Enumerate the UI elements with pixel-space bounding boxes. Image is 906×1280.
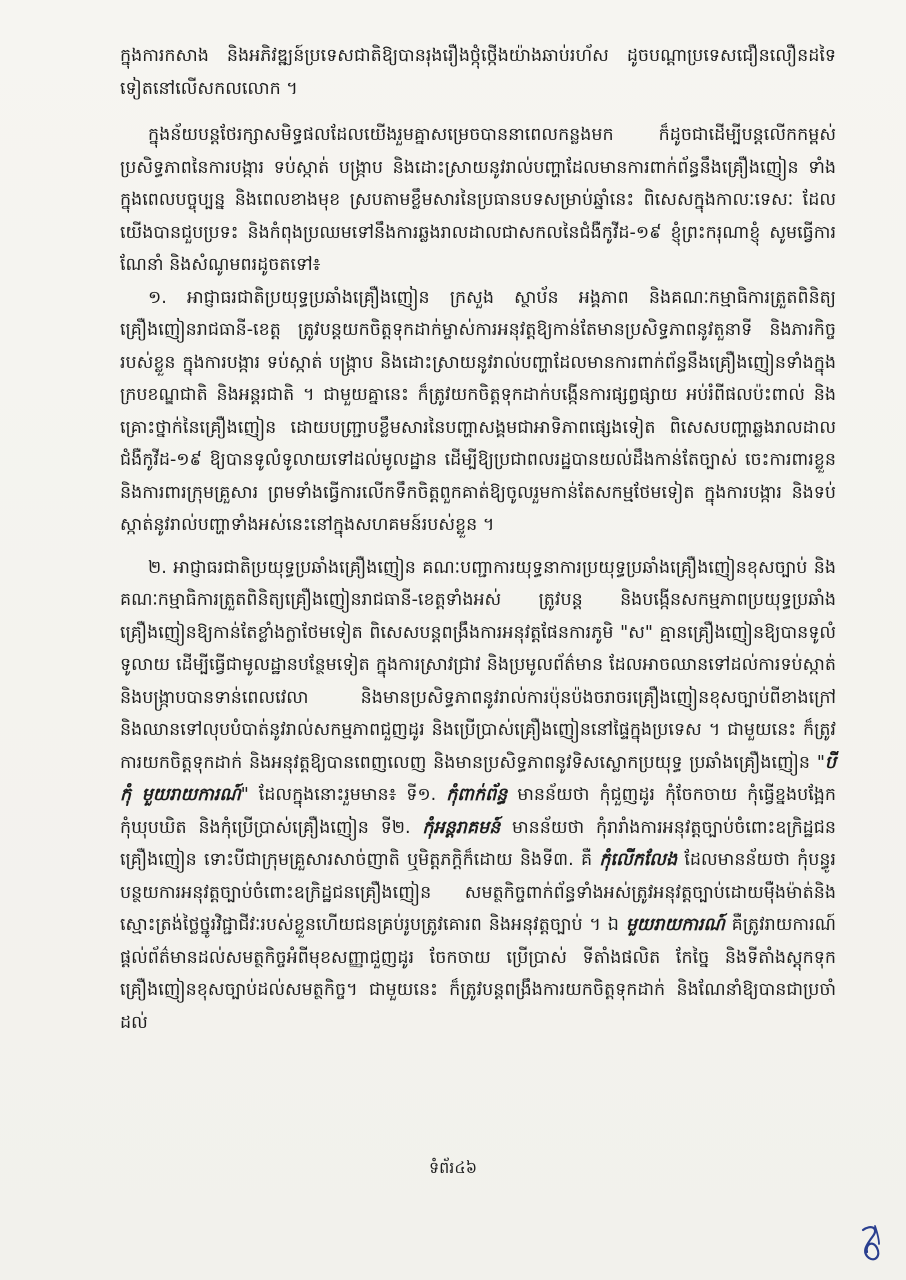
paragraph-continuation: ក្នុងការកសាង និងអភិវឌ្ឍន៍ប្រទេសជាតិឱ្យបានរុងរឿងថ្កុំថ្កើងយ៉ាងឆាប់រហ័ស ដូចបណ្តាប្រទេសជឿនលឿនដទៃទៀតនៅលើសកលលោក ។ (120, 46, 836, 99)
point-2-text-a: ២. អាជ្ញាធរជាតិប្រយុទ្ធប្រឆាំងគ្រឿងញៀន គណៈបញ្ជាការយុទ្ធនាការប្រយុទ្ធប្រឆាំងគ្រឿងញៀនខុសច្បាប់ និងគណៈកម្មាធិការត្រួតពិនិត្យគ្រឿងញៀនរាជធានី-ខេត្តទាំងអស់ ត្រូវបន្ត និងបង្កើនសកម្មភាពប្រយុទ្ធប្រឆាំងគ្រឿងញៀនឱ្យកាន់តែខ្លាំងក្លាថែមទៀត ពិសេសបន្តពង្រឹងការអនុវត្តផែនការភូមិ "ស" គ្មានគ្រឿងញៀនឱ្យបានទូលំទូលាយ ដើម្បីធ្វើជាមូលដ្ឋានបន្ថែមទៀត ក្នុងការស្រាវជ្រាវ និងប្រមូលព័ត៌មាន ដែលអាចឈានទៅដល់ការទប់ស្កាត់ និងបង្ក្រាបបានទាន់ពេលវេលា និងមានប្រសិទ្ធភាពនូវរាល់ការប៉ុនប៉ងចរាចរគ្រឿងញៀនខុសច្បាប់ពីខាងក្រៅ និងឈានទៅលុបបំបាត់នូវរាល់សកម្មភាពជួញដូរ និងប្រើប្រាស់គ្រឿងញៀននៅផ្ទៃក្នុងប្រទេស ។ ជាមួយនេះ ក៏ត្រូវការយកចិត្តទុកដាក់ និងអនុវត្តឱ្យបានពេញលេញ និងមានប្រសិទ្ធភាពនូវទិសស្លោកប្រយុទ្ធ ប្រឆាំងគ្រឿងញៀន " (120, 557, 836, 773)
point-2-text-f: គឺត្រូវរាយការណ៍ ផ្តល់ព័ត៌មានដល់សមត្ថកិច្ចអំពីមុខសញ្ញាជួញដូរ ចែកចាយ ប្រើប្រាស់ ទីតាំងផលិត កែច្នៃ និងទីតាំងស្តុកទុកគ្រឿងញៀនខុសច្បាប់ដល់សមត្ថកិច្ច។ ជាមួយនេះ ក៏ត្រូវបន្តពង្រឹងការយកចិត្តទុកដាក់ និងណែនាំឱ្យបានជាប្រចាំដល់ (120, 915, 836, 1033)
document-body (120, 40, 836, 1039)
paragraph-point-2 (120, 552, 836, 1040)
point-2-text-e: ដែលមានន័យថា កុំបន្ធូរបន្ថយការអនុវត្តច្បាប់ចំពោះឧក្រិដ្ឋជនគ្រឿងញៀន សមត្ថកិច្ចពាក់ព័ន្ធទាំងអស់ត្រូវអនុវត្តច្បាប់ដោយម៉ឺងម៉ាត់និងស្មោះត្រង់ថ្លៃថ្នូរវិជ្ជាជីវៈរបស់ខ្លួនហើយជនគ្រប់រូបត្រូវគោរព និងអនុវត្តច្បាប់ ។ ឯ (120, 850, 836, 935)
term-no-intervention: កុំអន្តរាគមន៍ (422, 817, 501, 838)
paragraph-point-1: ១. អាជ្ញាធរជាតិប្រយុទ្ធប្រឆាំងគ្រឿងញៀន ក្រសួង ស្ថាប័ន អង្គភាព និងគណៈកម្មាធិការត្រួតពិនិត្យគ្រឿងញៀនរាជធានី-ខេត្ត ត្រូវបន្តយកចិត្តទុកដាក់ម្ចាស់ការអនុវត្តឱ្យកាន់តែមានប្រសិទ្ធភាពនូវតួនាទី និងភារកិច្ចរបស់ខ្លួន ក្នុងការបង្ការ ទប់ស្កាត់ បង្ក្រាប និងដោះស្រាយនូវរាល់បញ្ហាដែលមានការពាក់ព័ន្ធនឹងគ្រឿងញៀនទាំងក្នុងក្របខណ្ឌជាតិ និងអន្តរជាតិ ។ ជាមួយគ្នានេះ ក៏ត្រូវយកចិត្តទុកដាក់បង្កើនការផ្សព្វផ្សាយ អប់រំពីផលប៉ះពាល់ និងគ្រោះថ្នាក់នៃគ្រឿងញៀន ដោយបញ្ជ្រាបខ្លឹមសារនៃបញ្ហាសង្គមជាអាទិភាពផ្សេងទៀត ពិសេសបញ្ហាឆ្លងរាលដាលជំងឺកូវីដ-១៩ ឱ្យបានទូលំទូលាយទៅដល់មូលដ្ឋាន ដើម្បីឱ្យប្រជាពលរដ្ឋបានយល់ដឹងកាន់តែច្បាស់ ចេះការពារខ្លួន និងការពារក្រុមគ្រួសារ ព្រមទាំងធ្វើការលើកទឹកចិត្តពួកគាត់ឱ្យចូលរួមកាន់តែសកម្មថែមទៀត ក្នុងការបង្ការ និងទប់ស្កាត់នូវរាល់បញ្ហាទាំងអស់នេះនៅក្នុងសហគមន៍របស់ខ្លួន ។ (120, 287, 836, 535)
point-2-text-b: " ដែលក្នុងនោះរួមមាន៖ ទី១. (240, 785, 447, 805)
point-2-text-d: មានន័យថា កុំរារាំងការអនុវត្តច្បាប់ចំពោះឧក្រិដ្ឋជនគ្រឿងញៀន ទោះបីជាក្រុមគ្រួសារសាច់ញាតិ ឬមិត្តភក្តិក៏ដោយ និងទី៣. គឺ (120, 817, 837, 870)
term-no-exemption: កុំលើកលែង (599, 850, 678, 870)
paragraph-intro: ក្នុងន័យបន្តថែរក្សាសមិទ្ធផលដែលយើងរួមគ្នាសម្រេចបាននាពេលកន្លងមក ក៏ដូចជាដើម្បីបន្តលើកកម្ពស់ប្រសិទ្ធភាពនៃការបង្ការ ទប់ស្កាត់ បង្ក្រាប និងដោះស្រាយនូវរាល់បញ្ហាដែលមានការពាក់ព័ន្ធនឹងគ្រឿងញៀន ទាំងក្នុងពេលបច្ចុប្បន្ន និងពេលខាងមុខ ស្របតាមខ្លឹមសារនៃប្រធានបទសម្រាប់ឆ្នាំនេះ ពិសេសក្នុងកាលៈទេសៈ ដែលយើងបានជួបប្រទះ និងកំពុងប្រឈមទៅនឹងការឆ្លងរាលដាលជាសកលនៃជំងឺកូវីដ-១៩ ខ្ញុំព្រះករុណាខ្ញុំ សូមធ្វើការណែនាំ និងសំណូមពរដូចតទៅ៖ (120, 125, 836, 275)
term-one-report: មួយរាយការណ៍ (625, 915, 725, 935)
slogan-emphasis: បីកុំ មួយរាយការណ៍ (120, 752, 836, 805)
handwritten-initial-mark (857, 1222, 885, 1264)
term-no-involvement: កុំពាក់ព័ន្ធ (446, 785, 508, 805)
page-number: ទំព័រ៤៦ (428, 1158, 478, 1177)
point-2-text-c: មានន័យថា កុំជួញដូរ កុំចែកចាយ កុំធ្វើខ្នងបង្អែក កុំឃុបឃិត និងកុំប្រើប្រាស់គ្រឿងញៀន ទី២. (120, 785, 836, 838)
